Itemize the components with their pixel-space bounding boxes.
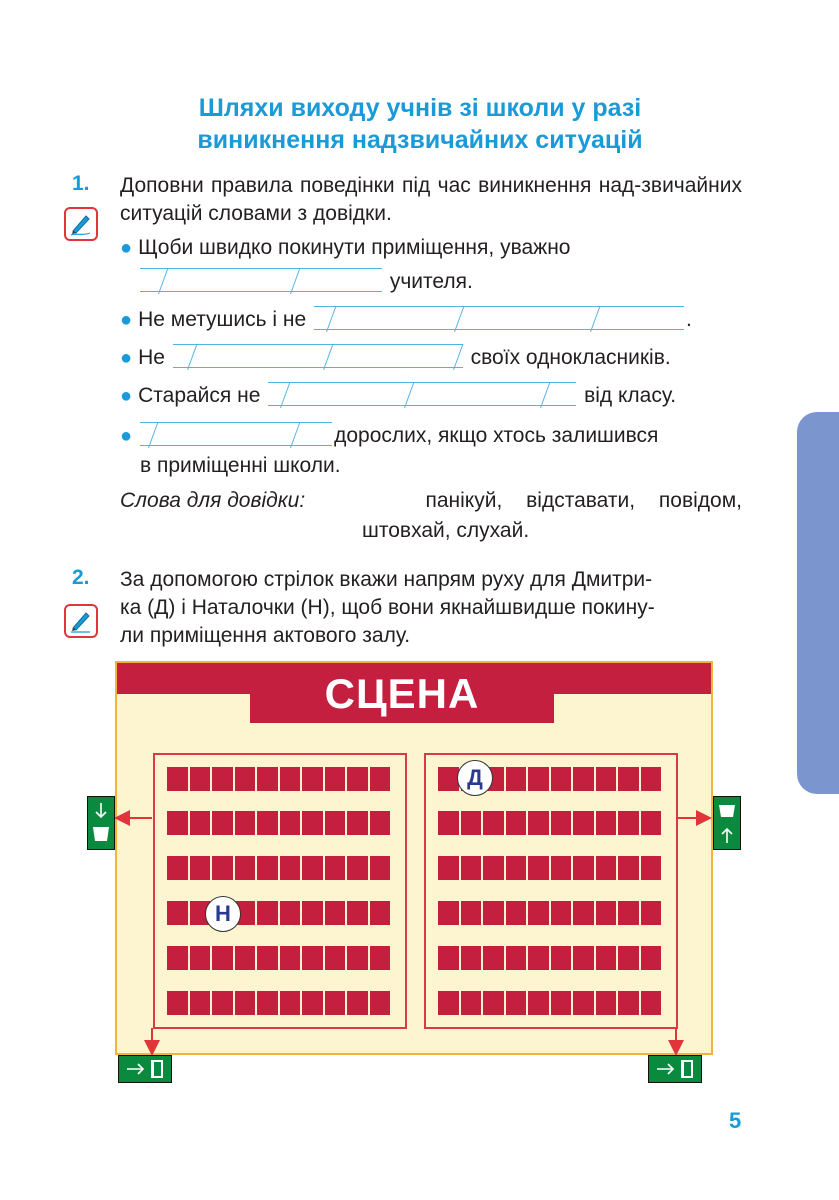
title-line-1: Шляхи виходу учнів зі школи у разі <box>198 94 642 122</box>
hint-words-2: штовхай, слухай. <box>362 519 530 542</box>
task-1-intro: Доповни правила поведінки під час виникнення над-звичайних ситуацій словами з довідки. <box>120 174 742 225</box>
rule-4-end: від класу. <box>584 384 677 407</box>
bullet-dot-icon: ● <box>120 237 133 259</box>
rule-2-end: . <box>686 308 692 331</box>
rule-1-end: учителя. <box>389 270 473 293</box>
rule-2-text: Не метушись і не <box>138 308 307 331</box>
bullet-dot-icon: ● <box>120 309 133 331</box>
task-2-line-1: За допомогою стрілок вкажи напрям руху для Дмитри- <box>120 568 653 591</box>
marker-dmytryk[interactable]: Д <box>457 760 493 796</box>
rule-3-text: Не <box>138 346 165 369</box>
bullet-dot-icon: ● <box>120 425 133 447</box>
task-1-number: 1. <box>72 172 90 195</box>
exit-sign-bottom-left <box>118 1055 172 1083</box>
exit-sign-bottom-right <box>648 1055 702 1083</box>
rule-5-text: дорослих, якщо хтось залишився <box>334 424 659 447</box>
rule-1-text: Щоби швидко покинути приміщення, уважно <box>138 236 571 259</box>
rule-5-cont: в приміщенні школи. <box>140 454 341 477</box>
task-2-line-2: ка (Д) і Наталочки (Н), щоб вони якнайшвидше покину- <box>120 596 655 619</box>
title-line-2: виникнення надзвичайних ситуацій <box>197 126 643 154</box>
task-2-number: 2. <box>72 566 90 589</box>
exit-sign-right <box>713 796 741 850</box>
rule-3-end: своїх однокласників. <box>470 346 671 369</box>
hint-words-1: панікуй, відставати, повідом, <box>425 489 742 512</box>
stage-label: СЦЕНА <box>250 663 554 723</box>
bullet-dot-icon: ● <box>120 385 133 407</box>
rule-4-text: Старайся не <box>138 384 261 407</box>
hint-label: Слова для довідки: <box>120 489 306 512</box>
page-number: 5 <box>729 1108 742 1133</box>
bullet-dot-icon: ● <box>120 347 133 369</box>
exit-sign-left <box>87 796 115 850</box>
task-2-line-3: ли приміщення актового залу. <box>120 624 411 647</box>
marker-natalochka[interactable]: Н <box>205 896 241 932</box>
